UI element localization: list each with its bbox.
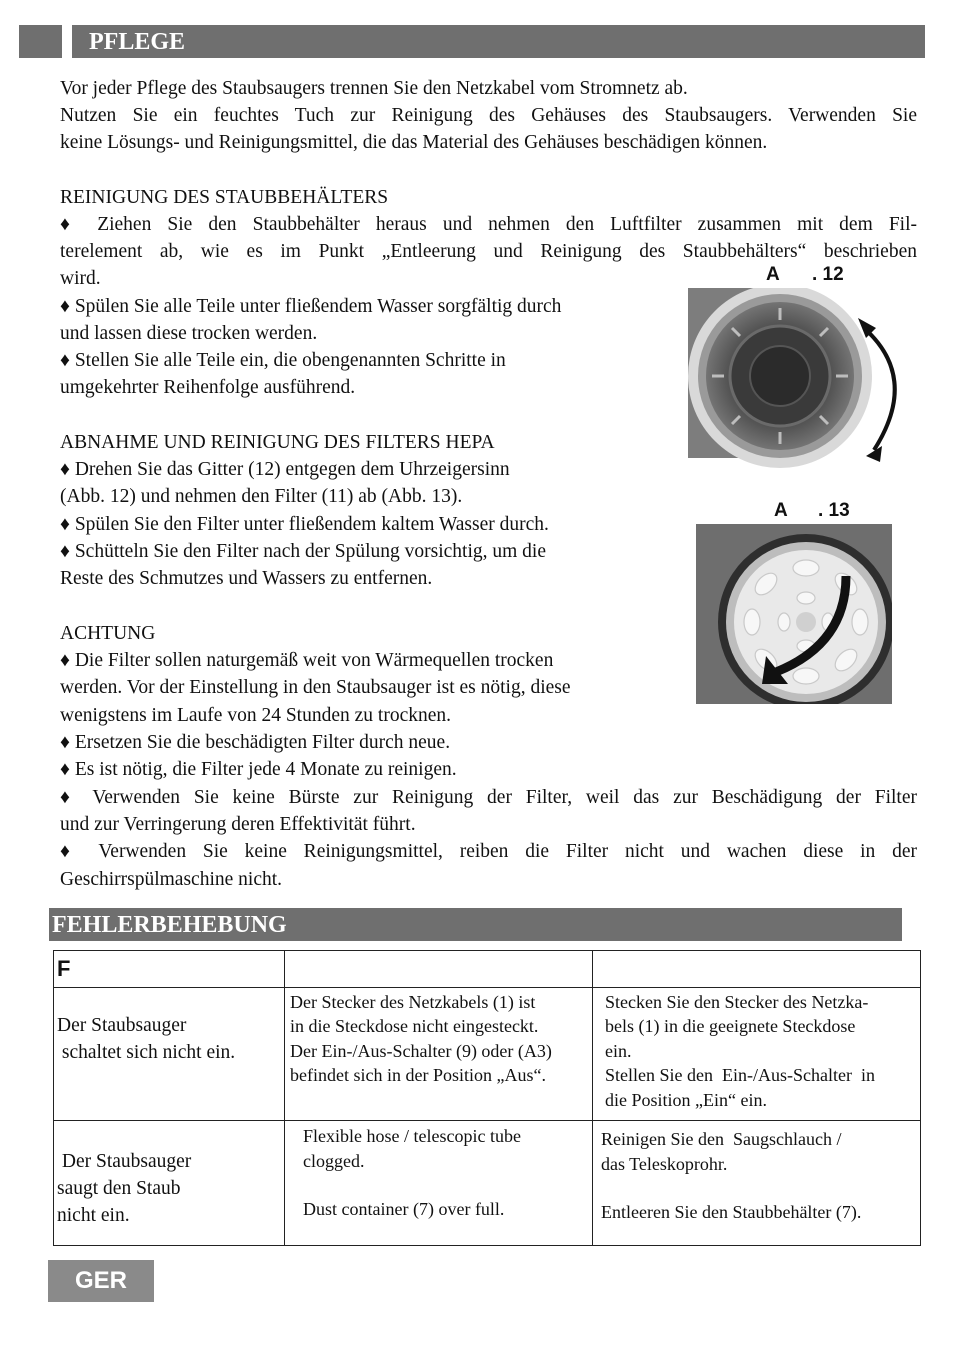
attention-line-3: wenigstens im Laufe von 24 Stunden zu trocknen. bbox=[60, 705, 451, 726]
section-title-fehlerbehebung bbox=[49, 908, 902, 941]
fig13-label-num: . 13 bbox=[818, 500, 850, 521]
intro-line-2: Nutzen Sie ein feuchtes Tuch zur Reinigung des Gehäuses des Staubsaugers. Verwenden Sie bbox=[60, 105, 917, 126]
dust-container-heading: REINIGUNG DES STAUBBEHÄLTERS bbox=[60, 187, 389, 208]
hepa-line-3: ♦ Spülen Sie den Filter unter fließendem kaltem Wasser durch. bbox=[60, 514, 549, 535]
row1-cause-line-4: befindet sich in der Position „Aus“. bbox=[290, 1065, 546, 1085]
row2-problem-line-3: nicht ein. bbox=[57, 1205, 130, 1226]
attention-line-4: ♦ Ersetzen Sie die beschädigten Filter durch neue. bbox=[60, 732, 451, 753]
hepa-heading: ABNAHME UND REINIGUNG DES FILTERS HEPA bbox=[60, 432, 495, 453]
fehler-title-text: FEHLERBEHEBUNG bbox=[52, 912, 287, 938]
language-tag bbox=[48, 1260, 154, 1302]
header-square bbox=[19, 25, 62, 58]
intro-line-1: Vor jeder Pflege des Staubsaugers trennen Sie den Netzkabel vom Stromnetz ab. bbox=[60, 78, 688, 99]
pflege-title-text: PFLEGE bbox=[89, 29, 186, 55]
row1-solution-line-4: Stellen Sie den Ein-/Aus-Schalter in bbox=[605, 1065, 875, 1085]
row2-cause-line-1: Flexible hose / telescopic tube bbox=[303, 1126, 521, 1146]
section-title-pflege bbox=[72, 25, 925, 58]
hepa-line-1: ♦ Drehen Sie das Gitter (12) entgegen dem Uhrzeigersinn bbox=[60, 459, 510, 480]
hepa-line-4: ♦ Schütteln Sie den Filter nach der Spülung vorsichtig, um die bbox=[60, 541, 547, 562]
table-divider-1 bbox=[284, 950, 285, 1246]
dust-line-5: und lassen diese trocken werden. bbox=[60, 323, 318, 344]
figure-12-image bbox=[688, 288, 916, 478]
intro-line-3: keine Lösungs- und Reinigungsmittel, die das Material des Gehäuses beschädigen können. bbox=[60, 132, 768, 153]
table-border-header bbox=[53, 987, 921, 988]
dust-line-6: ♦ Stellen Sie alle Teile ein, die obengenannten Schritte in bbox=[60, 350, 506, 371]
fig12-label-a: A bbox=[766, 264, 780, 285]
hepa-line-5: Reste des Schmutzes und Wassers zu entfernen. bbox=[60, 568, 433, 589]
row2-solution-line-4: Entleeren Sie den Staubbehälter (7). bbox=[601, 1202, 862, 1222]
language-tag-text: GER bbox=[74, 1267, 127, 1294]
table-border-top bbox=[53, 950, 921, 951]
row2-problem-line-2: saugt den Staub bbox=[57, 1178, 181, 1199]
row1-solution-line-5: die Position „Ein“ ein. bbox=[605, 1090, 767, 1110]
attention-line-1: ♦ Die Filter sollen naturgemäß weit von Wärmequellen trocken bbox=[60, 650, 554, 671]
attention-line-5: ♦ Es ist nötig, die Filter jede 4 Monate zu reinigen. bbox=[60, 759, 457, 780]
row1-cause-line-3: Der Ein-/Aus-Schalter (9) oder (A3) bbox=[290, 1041, 552, 1061]
attention-line-8: ♦ Verwenden Sie keine Reinigungsmittel, reiben die Filter nicht und wachen diese in der bbox=[60, 841, 917, 862]
row1-solution-line-2: bels (1) in die geeignete Steckdose bbox=[605, 1016, 856, 1036]
fig12-label-num: . 12 bbox=[812, 264, 844, 285]
row2-solution-line-1: Reinigen Sie den Saugschlauch / bbox=[601, 1129, 842, 1149]
row1-problem-line-2: schaltet sich nicht ein. bbox=[57, 1042, 236, 1063]
hepa-line-2: (Abb. 12) und nehmen den Filter (11) ab (Abb. 13). bbox=[60, 486, 463, 507]
attention-heading: ACHTUNG bbox=[60, 623, 156, 644]
row2-problem-line-1: Der Staubsauger bbox=[57, 1151, 192, 1172]
table-header-problem: F bbox=[57, 956, 71, 981]
row2-solution-line-2: das Teleskoprohr. bbox=[601, 1154, 728, 1174]
attention-line-9: Geschirrspülmaschine nicht. bbox=[60, 869, 283, 890]
dust-line-7: umgekehrter Reihenfolge ausführend. bbox=[60, 377, 356, 398]
dust-line-2: terelement ab, wie es im Punkt „Entleerung und Reinigung des Staubbehälters“ beschrieben bbox=[60, 241, 917, 262]
figure-13-image bbox=[696, 524, 892, 704]
dust-line-4: ♦ Spülen Sie alle Teile unter fließendem Wasser sorgfältig durch bbox=[60, 296, 562, 317]
table-divider-2 bbox=[592, 950, 593, 1246]
table-border-row1 bbox=[53, 1120, 921, 1121]
fig13-label-a: A bbox=[774, 500, 788, 521]
attention-line-7: und zur Verringerung deren Effektivität führt. bbox=[60, 814, 416, 835]
row1-solution-line-3: ein. bbox=[605, 1041, 632, 1061]
table-border-left bbox=[53, 950, 54, 1246]
row1-cause-line-1: Der Stecker des Netzkabels (1) ist bbox=[290, 992, 536, 1012]
row1-cause-line-2: in die Steckdose nicht eingesteckt. bbox=[290, 1016, 539, 1036]
table-border-bottom bbox=[53, 1245, 921, 1246]
dust-line-3: wird. bbox=[60, 268, 101, 289]
row1-solution-line-1: Stecken Sie den Stecker des Netzka- bbox=[605, 992, 869, 1012]
row2-cause-line-2: clogged. bbox=[303, 1151, 365, 1171]
table-border-right bbox=[920, 950, 921, 1246]
dust-line-1: ♦ Ziehen Sie den Staubbehälter heraus und nehmen den Luftfilter zusammen mit dem Fil- bbox=[60, 214, 917, 235]
row2-cause-line-4: Dust container (7) over full. bbox=[303, 1199, 505, 1219]
attention-line-2: werden. Vor der Einstellung in den Staubsauger ist es nötig, diese bbox=[60, 677, 571, 698]
attention-line-6: ♦ Verwenden Sie keine Bürste zur Reinigung der Filter, weil das zur Beschädigung der Filter bbox=[60, 787, 917, 808]
row1-problem-line-1: Der Staubsauger bbox=[57, 1015, 187, 1036]
